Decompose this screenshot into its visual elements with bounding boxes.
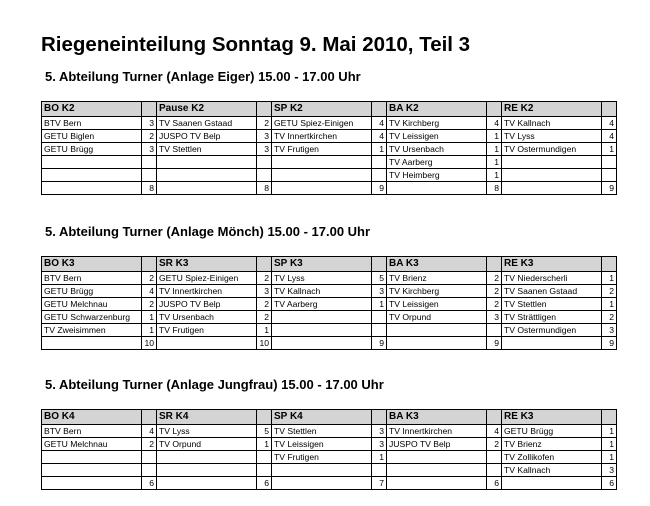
club-cell: TV Aarberg: [387, 156, 487, 169]
column-header: BO K4: [42, 410, 142, 425]
count-cell: 5: [257, 425, 272, 438]
column-header-count: [257, 410, 272, 425]
count-cell: 1: [602, 298, 617, 311]
totals-row: [42, 337, 617, 350]
count-cell: 3: [257, 143, 272, 156]
club-cell: JUSPO TV Belp: [157, 130, 257, 143]
club-cell: [272, 169, 372, 182]
club-cell: GETU Melchnau: [42, 298, 142, 311]
club-cell: TV Aarberg: [272, 298, 372, 311]
count-cell: 4: [487, 117, 502, 130]
totals-spacer: [42, 182, 142, 195]
club-cell: [42, 156, 142, 169]
club-cell: TV Innertkirchen: [387, 425, 487, 438]
section-heading: 5. Abteilung Turner (Anlage Eiger) 15.00 - 17.00 Uhr: [45, 69, 361, 84]
club-cell: TV Kirchberg: [387, 285, 487, 298]
club-cell: [272, 464, 372, 477]
count-cell: 2: [257, 117, 272, 130]
count-cell: 1: [142, 311, 157, 324]
table-row: [42, 285, 617, 298]
club-cell: [272, 324, 372, 337]
count-cell: 3: [372, 425, 387, 438]
column-header: BO K3: [42, 257, 142, 272]
count-cell: 4: [487, 425, 502, 438]
column-header-count: [372, 410, 387, 425]
club-cell: TV Orpund: [387, 311, 487, 324]
totals-spacer: [272, 182, 372, 195]
club-cell: [502, 156, 602, 169]
table-row: [42, 169, 617, 182]
club-cell: [387, 451, 487, 464]
column-header: RE K3: [502, 410, 602, 425]
count-cell: 1: [372, 451, 387, 464]
club-cell: [42, 464, 142, 477]
totals-spacer: [157, 337, 257, 350]
count-cell: 1: [602, 451, 617, 464]
table-row: [42, 425, 617, 438]
club-cell: [157, 464, 257, 477]
club-cell: [272, 156, 372, 169]
count-cell: 1: [602, 272, 617, 285]
total-cell: 9: [487, 337, 502, 350]
table-row: [42, 298, 617, 311]
column-header: SR K3: [157, 257, 257, 272]
club-cell: [157, 156, 257, 169]
column-header-count: [142, 102, 157, 117]
club-cell: TV Niederscherli: [502, 272, 602, 285]
column-header: BA K2: [387, 102, 487, 117]
totals-spacer: [42, 477, 142, 490]
count-cell: 4: [142, 285, 157, 298]
totals-spacer: [387, 477, 487, 490]
table-row: [42, 156, 617, 169]
count-cell: 1: [487, 143, 502, 156]
column-header-count: [487, 257, 502, 272]
totals-spacer: [502, 477, 602, 490]
count-cell: [487, 464, 502, 477]
column-header: Pause K2: [157, 102, 257, 117]
club-cell: JUSPO TV Belp: [387, 438, 487, 451]
column-header: BA K3: [387, 257, 487, 272]
totals-row: [42, 182, 617, 195]
table-row: [42, 130, 617, 143]
club-cell: TV Stettlen: [157, 143, 257, 156]
club-cell: TV Stettlen: [502, 298, 602, 311]
count-cell: 4: [372, 117, 387, 130]
club-cell: TV Heimberg: [387, 169, 487, 182]
totals-spacer: [502, 182, 602, 195]
total-cell: 8: [142, 182, 157, 195]
count-cell: 5: [372, 272, 387, 285]
count-cell: [602, 169, 617, 182]
count-cell: 3: [142, 143, 157, 156]
column-header: SP K4: [272, 410, 372, 425]
club-cell: GETU Brügg: [42, 285, 142, 298]
club-cell: BTV Bern: [42, 272, 142, 285]
count-cell: 3: [142, 117, 157, 130]
club-cell: TV Ursenbach: [157, 311, 257, 324]
club-cell: TV Brienz: [387, 272, 487, 285]
column-header: SP K2: [272, 102, 372, 117]
count-cell: 2: [602, 285, 617, 298]
count-cell: [142, 169, 157, 182]
club-cell: TV Saanen Gstaad: [502, 285, 602, 298]
column-header-count: [142, 257, 157, 272]
count-cell: 2: [142, 298, 157, 311]
count-cell: 3: [487, 311, 502, 324]
club-cell: BTV Bern: [42, 117, 142, 130]
club-cell: BTV Bern: [42, 425, 142, 438]
count-cell: 1: [487, 130, 502, 143]
club-cell: GETU Schwarzenburg: [42, 311, 142, 324]
totals-spacer: [502, 337, 602, 350]
count-cell: 3: [372, 285, 387, 298]
total-cell: 10: [142, 337, 157, 350]
count-cell: [257, 464, 272, 477]
club-cell: GETU Brügg: [42, 143, 142, 156]
totals-spacer: [42, 337, 142, 350]
column-header-count: [487, 102, 502, 117]
totals-spacer: [157, 182, 257, 195]
club-cell: TV Kirchberg: [387, 117, 487, 130]
count-cell: 1: [602, 438, 617, 451]
count-cell: 2: [257, 311, 272, 324]
club-cell: TV Orpund: [157, 438, 257, 451]
club-cell: [272, 311, 372, 324]
squad-table: [41, 409, 617, 490]
count-cell: 1: [257, 324, 272, 337]
column-header-count: [257, 102, 272, 117]
count-cell: 3: [372, 438, 387, 451]
totals-spacer: [387, 182, 487, 195]
total-cell: 9: [372, 182, 387, 195]
club-cell: GETU Brügg: [502, 425, 602, 438]
total-cell: 6: [487, 477, 502, 490]
count-cell: 2: [257, 272, 272, 285]
table-row: [42, 272, 617, 285]
table-row: [42, 324, 617, 337]
total-cell: 9: [602, 337, 617, 350]
count-cell: 2: [257, 298, 272, 311]
count-cell: 1: [257, 438, 272, 451]
column-header: RE K2: [502, 102, 602, 117]
count-cell: [142, 451, 157, 464]
count-cell: [372, 324, 387, 337]
club-cell: TV Frutigen: [272, 451, 372, 464]
count-cell: 1: [487, 169, 502, 182]
column-header-count: [257, 257, 272, 272]
totals-spacer: [272, 477, 372, 490]
club-cell: GETU Melchnau: [42, 438, 142, 451]
count-cell: 2: [487, 272, 502, 285]
section-heading: 5. Abteilung Turner (Anlage Mönch) 15.00 - 17.00 Uhr: [45, 224, 371, 239]
count-cell: 1: [142, 324, 157, 337]
table-header-row: [42, 410, 617, 425]
club-cell: TV Leissigen: [272, 438, 372, 451]
count-cell: 3: [602, 464, 617, 477]
club-cell: TV Kallnach: [502, 117, 602, 130]
club-cell: TV Stettlen: [272, 425, 372, 438]
club-cell: TV Ostermundigen: [502, 143, 602, 156]
club-cell: TV Lyss: [157, 425, 257, 438]
club-cell: [387, 324, 487, 337]
club-cell: [502, 169, 602, 182]
club-cell: [42, 169, 142, 182]
totals-row: [42, 477, 617, 490]
count-cell: [257, 451, 272, 464]
club-cell: [42, 451, 142, 464]
club-cell: TV Frutigen: [157, 324, 257, 337]
count-cell: 2: [142, 438, 157, 451]
column-header: SP K3: [272, 257, 372, 272]
column-header: BO K2: [42, 102, 142, 117]
club-cell: TV Innertkirchen: [272, 130, 372, 143]
total-cell: 9: [602, 182, 617, 195]
count-cell: 3: [257, 130, 272, 143]
club-cell: TV Kallnach: [272, 285, 372, 298]
count-cell: 2: [142, 130, 157, 143]
column-header-count: [602, 410, 617, 425]
squad-table: [41, 256, 617, 350]
club-cell: GETU Biglen: [42, 130, 142, 143]
count-cell: 2: [487, 298, 502, 311]
totals-spacer: [272, 337, 372, 350]
club-cell: TV Leissigen: [387, 298, 487, 311]
club-cell: TV Leissigen: [387, 130, 487, 143]
club-cell: TV Ostermundigen: [502, 324, 602, 337]
total-cell: 6: [142, 477, 157, 490]
column-header-count: [602, 257, 617, 272]
club-cell: TV Frutigen: [272, 143, 372, 156]
column-header-count: [142, 410, 157, 425]
table-header-row: [42, 257, 617, 272]
club-cell: TV Zollikofen: [502, 451, 602, 464]
count-cell: [142, 464, 157, 477]
total-cell: 8: [487, 182, 502, 195]
table-row: [42, 464, 617, 477]
count-cell: [602, 156, 617, 169]
count-cell: [372, 156, 387, 169]
club-cell: GETU Spiez-Einigen: [272, 117, 372, 130]
club-cell: [157, 451, 257, 464]
totals-spacer: [387, 337, 487, 350]
count-cell: 1: [602, 425, 617, 438]
table-row: [42, 311, 617, 324]
count-cell: [372, 311, 387, 324]
count-cell: 4: [142, 425, 157, 438]
table-row: [42, 117, 617, 130]
count-cell: [372, 464, 387, 477]
table-row: [42, 451, 617, 464]
club-cell: [157, 169, 257, 182]
table-row: [42, 438, 617, 451]
total-cell: 7: [372, 477, 387, 490]
table-header-row: [42, 102, 617, 117]
club-cell: GETU Spiez-Einigen: [157, 272, 257, 285]
count-cell: [487, 451, 502, 464]
total-cell: 6: [602, 477, 617, 490]
count-cell: [257, 156, 272, 169]
total-cell: 10: [257, 337, 272, 350]
column-header-count: [602, 102, 617, 117]
column-header: SR K4: [157, 410, 257, 425]
count-cell: [257, 169, 272, 182]
count-cell: 4: [372, 130, 387, 143]
club-cell: TV Saanen Gstaad: [157, 117, 257, 130]
count-cell: [372, 169, 387, 182]
count-cell: 1: [372, 143, 387, 156]
club-cell: TV Strättligen: [502, 311, 602, 324]
column-header: BA K3: [387, 410, 487, 425]
club-cell: TV Kallnach: [502, 464, 602, 477]
table-row: [42, 143, 617, 156]
count-cell: [487, 324, 502, 337]
count-cell: [142, 156, 157, 169]
column-header-count: [372, 257, 387, 272]
count-cell: 2: [602, 311, 617, 324]
section-heading: 5. Abteilung Turner (Anlage Jungfrau) 15.00 - 17.00 Uhr: [45, 377, 384, 392]
column-header: RE K3: [502, 257, 602, 272]
count-cell: 4: [602, 117, 617, 130]
totals-spacer: [157, 477, 257, 490]
count-cell: 4: [602, 130, 617, 143]
count-cell: 3: [257, 285, 272, 298]
count-cell: 2: [487, 438, 502, 451]
count-cell: 1: [602, 143, 617, 156]
club-cell: [387, 464, 487, 477]
club-cell: TV Ursenbach: [387, 143, 487, 156]
club-cell: TV Zweisimmen: [42, 324, 142, 337]
squad-table: [41, 101, 617, 195]
column-header-count: [372, 102, 387, 117]
count-cell: 1: [487, 156, 502, 169]
club-cell: TV Brienz: [502, 438, 602, 451]
count-cell: 2: [487, 285, 502, 298]
count-cell: 2: [142, 272, 157, 285]
page-title: Riegeneinteilung Sonntag 9. Mai 2010, Teil 3: [41, 33, 471, 56]
club-cell: TV Lyss: [272, 272, 372, 285]
club-cell: TV Innertkirchen: [157, 285, 257, 298]
column-header-count: [487, 410, 502, 425]
total-cell: 8: [257, 182, 272, 195]
total-cell: 9: [372, 337, 387, 350]
total-cell: 6: [257, 477, 272, 490]
count-cell: 3: [602, 324, 617, 337]
club-cell: TV Lyss: [502, 130, 602, 143]
club-cell: JUSPO TV Belp: [157, 298, 257, 311]
count-cell: 1: [372, 298, 387, 311]
